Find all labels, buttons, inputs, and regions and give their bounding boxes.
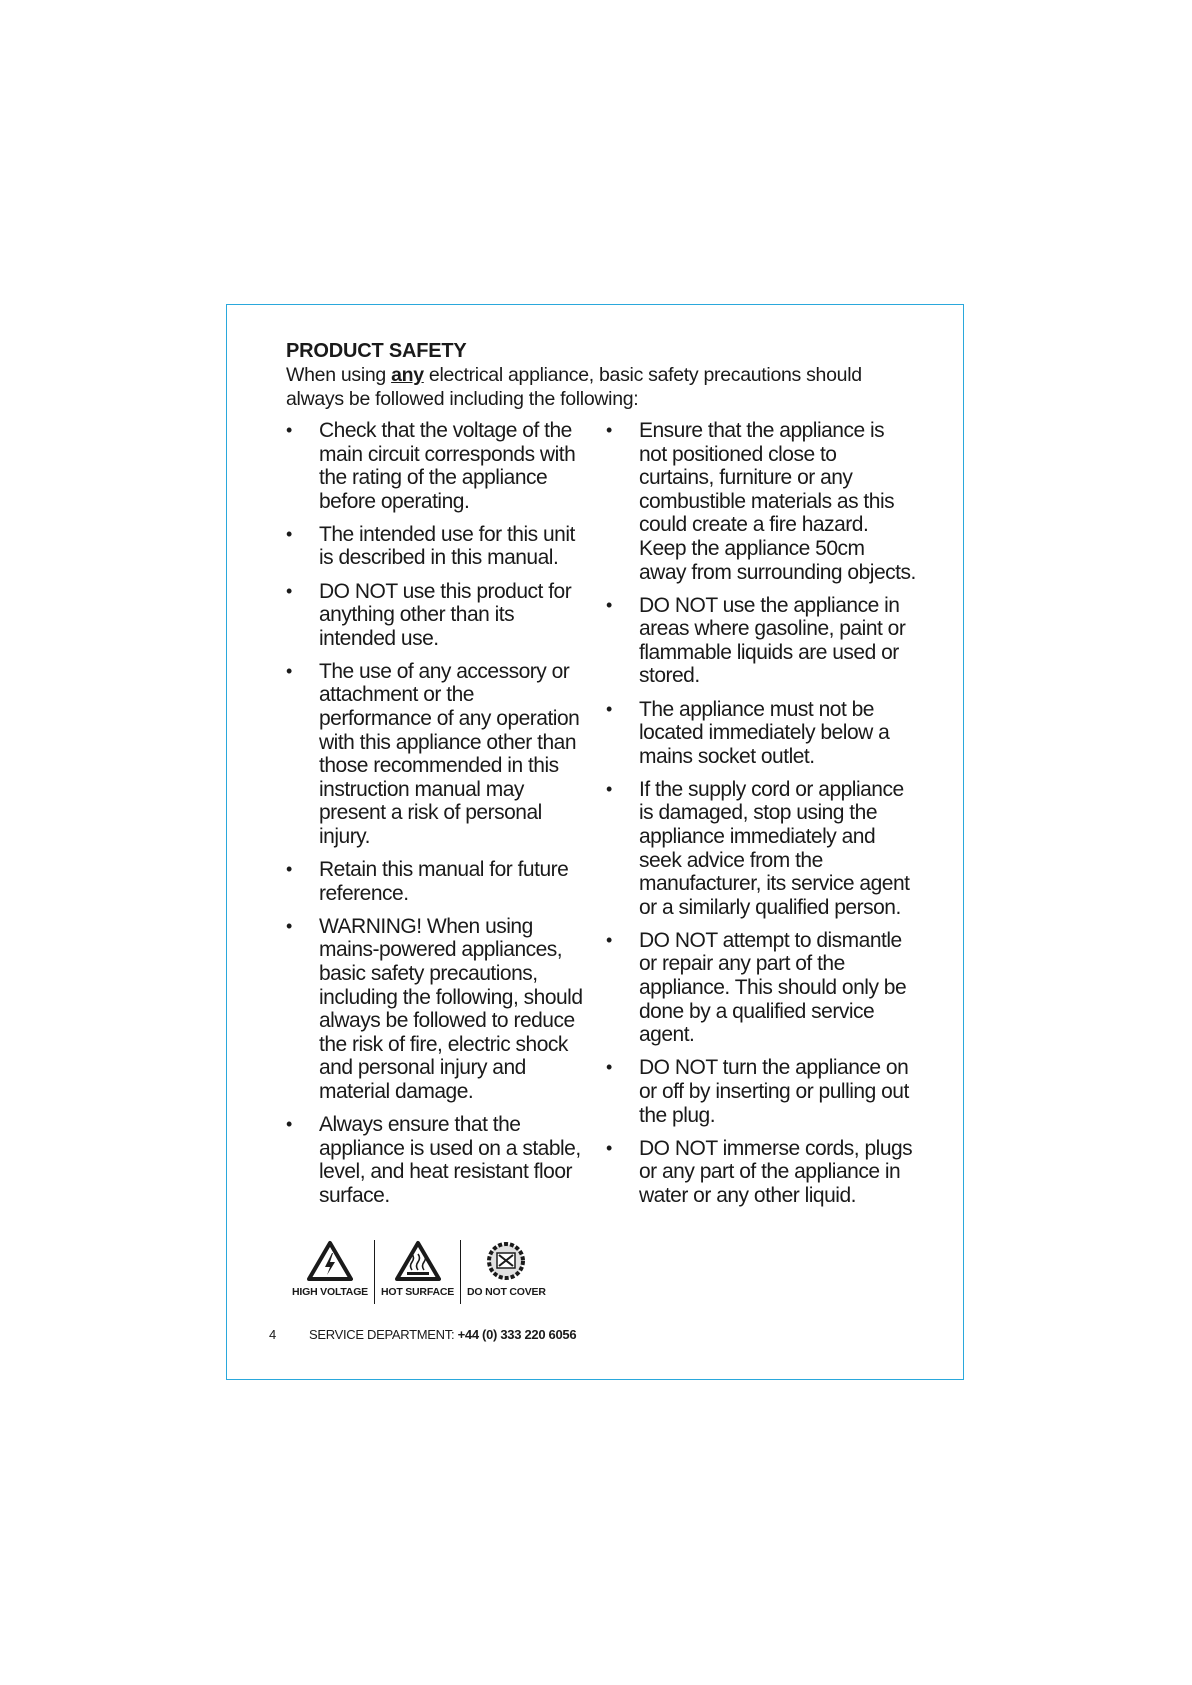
- list-item: [286, 915, 586, 1104]
- icon-label: DO NOT COVER: [467, 1286, 546, 1298]
- hot-surface-symbol: [374, 1240, 460, 1304]
- bullet: •: [606, 420, 612, 440]
- list-item-text: Always ensure that the appliance is used on a stable, level, and heat resistant floor surface.: [319, 1113, 581, 1207]
- high-voltage-icon: [307, 1240, 353, 1282]
- do-not-cover-icon: [483, 1240, 529, 1282]
- service-department-label: SERVICE DEPARTMENT:: [309, 1327, 458, 1342]
- section-heading: PRODUCT SAFETY: [286, 340, 467, 362]
- safety-list-right: [606, 419, 916, 1217]
- list-item-text: The use of any accessory or attachment or the performance of any operation with this appliance other than those recommended in this instruction manual may present a risk of personal injury.: [319, 659, 580, 848]
- list-item-text: Check that the voltage of the main circuit corresponds with the rating of the appliance before operating.: [319, 419, 576, 513]
- list-item-text: Ensure that the appliance is not positioned close to curtains, furniture or any combustible materials as this could create a fire hazard. Keep the appliance 50cm away from surrounding objects.: [639, 419, 916, 584]
- list-item: [286, 660, 586, 849]
- intro-emphasis: any: [391, 364, 424, 386]
- list-item-text: DO NOT use this product for anything other than its intended use.: [319, 579, 572, 650]
- list-item-text: The appliance must not be located immediately below a mains socket outlet.: [639, 697, 890, 768]
- list-item: [606, 1137, 916, 1208]
- service-phone-number: +44 (0) 333 220 6056: [457, 1327, 577, 1342]
- high-voltage-symbol: [286, 1240, 374, 1304]
- do-not-cover-symbol: [460, 1240, 552, 1304]
- list-item-text: DO NOT immerse cords, plugs or any part of the appliance in water or any other liquid.: [639, 1136, 913, 1207]
- hot-surface-icon: [395, 1240, 441, 1282]
- icon-label: HIGH VOLTAGE: [292, 1286, 368, 1298]
- list-item-text: DO NOT attempt to dismantle or repair any part of the appliance. This should only be done by a qualified service agent.: [639, 928, 907, 1047]
- list-item: [606, 778, 916, 920]
- bullet: •: [286, 660, 292, 681]
- page-footer: [269, 1327, 576, 1342]
- bullet: •: [286, 420, 292, 440]
- list-item: [286, 419, 586, 513]
- list-item: [606, 929, 916, 1047]
- page-number: 4: [269, 1327, 276, 1342]
- bullet: •: [286, 859, 292, 880]
- warning-symbols: [286, 1240, 552, 1304]
- bullet: •: [606, 1057, 612, 1078]
- bullet: •: [286, 1114, 292, 1135]
- list-item-text: Retain this manual for future reference.: [319, 858, 569, 905]
- list-item-text: WARNING! When using mains-powered appliances, basic safety precautions, including the following, should always be followed to reduce the risk of fire, electric shock and personal injury and material damage.: [319, 914, 583, 1103]
- list-item: [286, 858, 586, 905]
- intro-text-end: electrical appliance, basic safety precautions should always be followed including the following:: [286, 364, 862, 410]
- list-item: [286, 580, 586, 651]
- list-item-text: The intended use for this unit is described in this manual.: [319, 522, 575, 570]
- icon-label: HOT SURFACE: [380, 1286, 455, 1298]
- bullet: •: [286, 523, 292, 544]
- bullet: •: [606, 778, 612, 799]
- list-item: [606, 698, 916, 769]
- intro-text-start: When using: [286, 364, 392, 386]
- list-item: [286, 1113, 586, 1207]
- safety-list-left: [286, 419, 586, 1217]
- list-item: [606, 594, 916, 688]
- list-item: [606, 419, 916, 584]
- intro-paragraph: [286, 364, 886, 411]
- bullet: •: [606, 698, 612, 719]
- bullet: •: [606, 1137, 612, 1158]
- list-item-text: DO NOT turn the appliance on or off by inserting or pulling out the plug.: [639, 1056, 909, 1127]
- bullet: •: [286, 915, 292, 936]
- list-item: [286, 523, 586, 570]
- bullet: •: [606, 929, 612, 950]
- list-item-text: If the supply cord or appliance is damaged, stop using the appliance immediately and seek advice from the manufacturer, its service agent or a similarly qualified person.: [639, 777, 910, 919]
- bullet: •: [606, 594, 612, 615]
- list-item-text: DO NOT use the appliance in areas where gasoline, paint or flammable liquids are used or stored.: [639, 593, 906, 688]
- bullet: •: [286, 580, 292, 601]
- list-item: [606, 1056, 916, 1127]
